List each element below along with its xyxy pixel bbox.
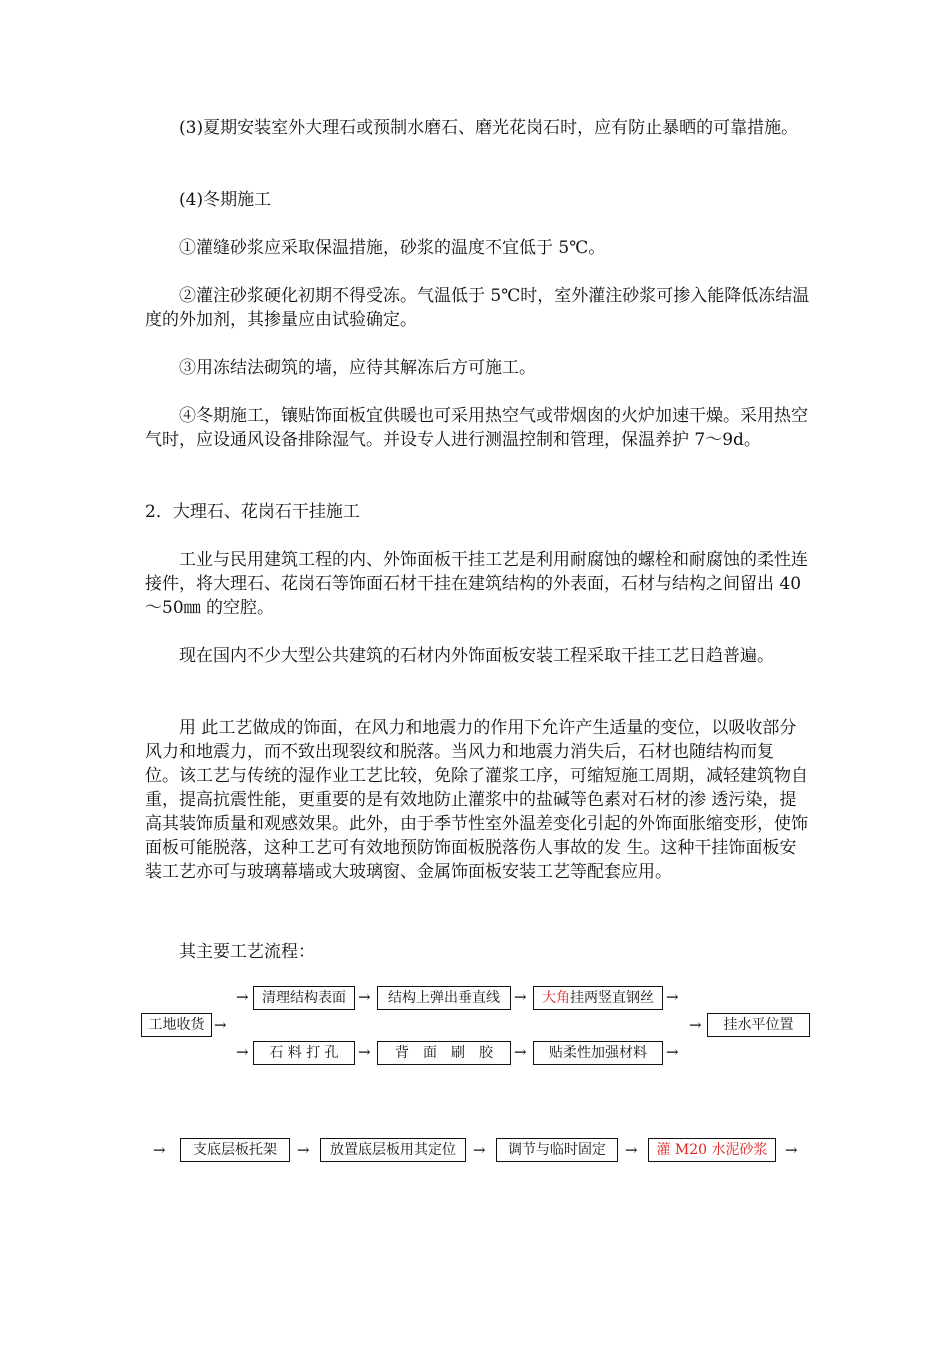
flow-arrow: → xyxy=(514,1043,527,1061)
paragraph-summer-install: (3)夏期安装室外大理石或预制水磨石、磨光花岗石时，应有防止暴晒的可靠措施。 xyxy=(179,118,799,138)
paragraph-winter-4: ④冬期施工，镶贴饰面板宜供暖也可采用热空气或带烟囱的火炉加速干燥。采用热空气时，应设通风设备排除湿气。并设专人进行测温控制和管理，保温养护 7～9d。 xyxy=(145,406,808,450)
flow-step-grout-mortar: 灌 M20 水泥砂浆 xyxy=(648,1138,776,1162)
flow-step-start: 工地收货 xyxy=(141,1013,212,1037)
paragraph-dry-hang-benefits: 用 此工艺做成的饰面，在风力和地震力的作用下允许产生适量的变位，以吸收部分风力和地震力，而不致出现裂纹和脱落。当风力和地震力消失后，石材也随结构而复 位。该工艺与传统的湿作业工艺比较，免除了灌浆工序，可缩短施工周期，减轻建筑物自重，提高抗震性能，更重要的是有效地防止灌浆中的盐碱等色素对石材的渗 透污染，提高其装饰质量和观感效果。此外，由于季节性室外温差变化引起的外饰面胀缩变形，使饰面板可能脱落，这种工艺可有效地预防饰面板脱落伤人事故的发 生。这种干挂饰面板安装工艺亦可与玻璃幕墙或大玻璃窗、金属饰面板安装工艺等配套应用。 xyxy=(145,718,808,882)
flow-arrow: → xyxy=(236,988,249,1006)
flow-step-mark-vertical: 结构上弹出垂直线 xyxy=(377,986,511,1010)
paragraph-winter-3: ③用冻结法砌筑的墙，应待其解冻后方可施工。 xyxy=(179,358,536,378)
paragraph-dry-hang-intro: 工业与民用建筑工程的内、外饰面板干挂工艺是利用耐腐蚀的螺栓和耐腐蚀的柔性连接件，将大理石、花岗石等饰面石材干挂在建筑结构的外表面，石材与结构之间留出 40～50㎜ 的空腔。 xyxy=(145,550,808,618)
flow-step-place-bottom-panel: 放置底层板用其定位 xyxy=(320,1138,466,1162)
flow-step-horizontal-position: 挂水平位置 xyxy=(707,1013,810,1037)
paragraph-winter-1: ①灌缝砂浆应采取保温措施，砂浆的温度不宜低于 5℃。 xyxy=(179,238,606,258)
paragraph-flow-intro: 其主要工艺流程： xyxy=(179,942,315,962)
flow-arrow: → xyxy=(666,988,679,1006)
flow-arrow: → xyxy=(473,1141,486,1159)
flow-arrow: → xyxy=(214,1016,227,1034)
paragraph-winter-heading: (4)冬期施工 xyxy=(179,190,272,210)
flow-step-clean-surface: 清理结构表面 xyxy=(253,986,355,1010)
flow-arrow: → xyxy=(666,1043,679,1061)
paragraph-winter-2: ②灌注砂浆硬化初期不得受冻。气温低于 5℃时，室外灌注砂浆可掺入能降低冻结温度的外加剂，其掺量应由试验确定。 xyxy=(145,286,810,330)
flow-arrow: → xyxy=(514,988,527,1006)
paragraph-dry-hang-common: 现在国内不少大型公共建筑的石材内外饰面板安装工程采取干挂工艺日趋普遍。 xyxy=(179,646,774,666)
flow-arrow: → xyxy=(236,1043,249,1061)
flow-step-hang-steel-wire xyxy=(533,986,663,1010)
flow-step-text: 挂两竖直钢丝 xyxy=(570,990,654,1006)
flow-arrow: → xyxy=(358,1043,371,1061)
flow-step-back-glue: 背 面 刷 胶 xyxy=(377,1041,511,1065)
flow-arrow: → xyxy=(358,988,371,1006)
flow-arrow: → xyxy=(297,1141,310,1159)
flow-arrow: → xyxy=(785,1141,798,1159)
section-heading-dry-hang: 2．大理石、花岗石干挂施工 xyxy=(145,502,360,522)
flow-arrow: → xyxy=(625,1141,638,1159)
flow-step-drill-stone: 石 料 打 孔 xyxy=(253,1041,355,1065)
flow-step-support-bracket: 支底层板托架 xyxy=(180,1138,290,1162)
flow-step-reinforce: 贴柔性加强材料 xyxy=(533,1041,663,1065)
flow-step-adjust-fix: 调节与临时固定 xyxy=(496,1138,618,1162)
flow-highlight-text: 大角 xyxy=(542,990,570,1006)
flow-arrow: → xyxy=(689,1016,702,1034)
flow-arrow: → xyxy=(153,1141,166,1159)
